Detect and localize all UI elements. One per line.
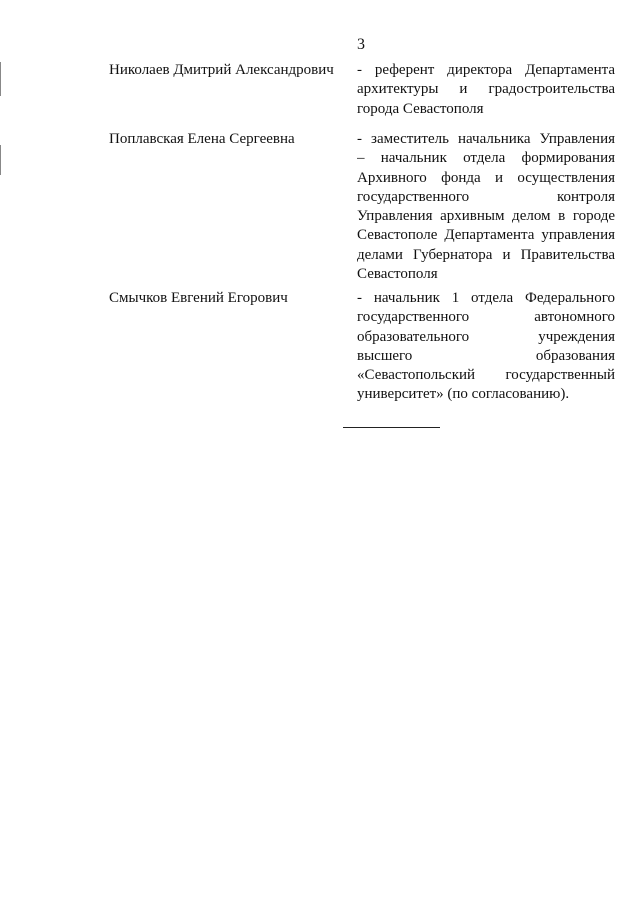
end-divider <box>343 427 440 428</box>
position-line: Севастополе Департамента управления <box>357 227 615 244</box>
member-entry <box>0 289 640 403</box>
member-name: Николаев Дмитрий Александрович <box>109 62 334 78</box>
position-line: - референт директора Департамента <box>357 62 615 78</box>
member-entry <box>0 61 640 117</box>
member-entry <box>0 130 640 283</box>
position-line: города Севастополя <box>357 100 484 117</box>
position-line: архитектуры и градостроительства <box>357 81 615 98</box>
position-line: государственного контроля <box>357 188 615 205</box>
position-line: Архивного фонда и осуществления <box>357 169 615 186</box>
position-line: делами Губернатора и Правительства <box>357 246 615 263</box>
position-line: Севастополя <box>357 266 438 283</box>
position-line: Управления архивным делом в городе <box>357 208 615 225</box>
member-position <box>357 289 615 405</box>
position-line: – начальник отдела формирования <box>357 150 615 167</box>
member-position <box>357 61 615 119</box>
scan-edge-mark <box>0 145 1 175</box>
position-line: университет» (по согласованию). <box>357 386 570 403</box>
page-number: 3 <box>357 36 365 53</box>
member-position <box>357 130 615 284</box>
scan-edge-mark <box>0 62 1 96</box>
member-name: Смычков Евгений Егорович <box>109 290 288 306</box>
position-line: образовательного учреждения <box>357 328 615 345</box>
position-line: «Севастопольский государственный <box>357 367 615 384</box>
position-line: - начальник 1 отдела Федерального <box>357 290 615 306</box>
position-line: - заместитель начальника Управления <box>357 131 615 147</box>
member-name: Поплавская Елена Сергеевна <box>109 131 295 147</box>
position-line: высшего образования <box>357 347 615 364</box>
position-line: государственного автономного <box>357 309 615 326</box>
